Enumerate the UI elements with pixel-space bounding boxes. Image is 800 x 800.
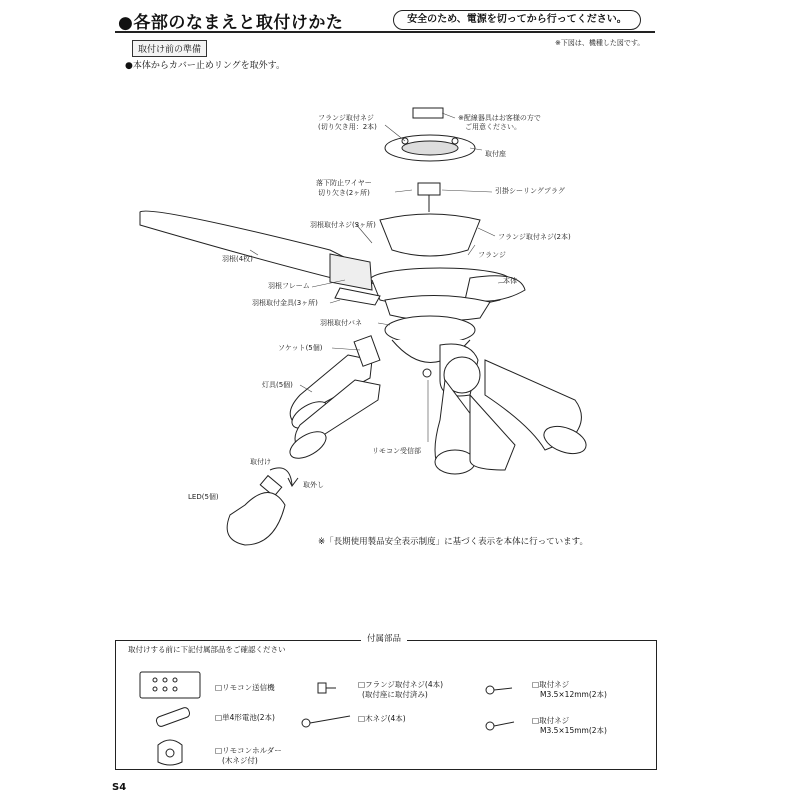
- label-attach: 取付け: [250, 458, 271, 466]
- acc-item-remote: □リモコン送信機: [215, 683, 275, 692]
- label-body: 本体: [503, 277, 517, 285]
- mount-screw-15-icon: [486, 722, 514, 730]
- label-blade: 羽根(4枚): [222, 255, 253, 263]
- acc-item-screw-15: □取付ネジ: [532, 716, 570, 725]
- label-flange-mount-screw: フランジ取付ネジ(2本): [498, 233, 571, 241]
- label-safety-wire-sub: 切り欠き(2ヶ所): [318, 189, 370, 197]
- label-wiring-note-2: ご用意ください。: [465, 123, 521, 131]
- label-led: LED(5個): [188, 493, 219, 501]
- diagram-note: ※下図は、機種した図です。: [555, 39, 645, 47]
- battery-icon: [155, 706, 190, 727]
- acc-item-screw-15-sub: M3.5×15mm(2本): [540, 726, 607, 735]
- label-shade: 灯具(5個): [262, 381, 293, 389]
- label-wiring-note: ※配線器具はお客様の方で: [458, 114, 541, 122]
- mount-screw-12-icon: [486, 686, 512, 694]
- acc-item-screw-12-sub: M3.5×12mm(2本): [540, 690, 607, 699]
- acc-item-flange-screw-sub: (取付座に取付済み): [362, 690, 428, 699]
- label-blade-mount-screw: 羽根取付ネジ(3ヶ所): [310, 221, 376, 229]
- label-mount-base: 取付座: [485, 150, 506, 158]
- long-use-notice: ※「長期使用製品安全表示制度」に基づく表示を本体に行っています。: [318, 537, 588, 547]
- prep-instruction: ●本体からカバー止めリングを取外す。: [125, 61, 285, 71]
- remote-holder-icon: [158, 740, 182, 765]
- acc-item-screw-12: □取付ネジ: [532, 680, 570, 689]
- acc-item-flange-screw: □フランジ取付ネジ(4本): [358, 680, 444, 689]
- acc-item-battery: □単4形電池(2本): [215, 713, 275, 722]
- label-flange-screw: フランジ取付ネジ: [318, 114, 374, 122]
- label-blade-bracket: 羽根取付金具(3ヶ所): [252, 299, 318, 307]
- wood-screw-icon: [302, 716, 350, 727]
- label-socket: ソケット(5個): [278, 344, 323, 352]
- page-number: S4: [112, 782, 127, 793]
- safety-notice: 安全のため、電源を切ってから行ってください。: [393, 10, 641, 30]
- prep-heading: 取付け前の準備: [132, 40, 207, 57]
- acc-item-holder-sub: (木ネジ付): [222, 756, 258, 765]
- label-flange-screw-sub: (切り欠き用：2本): [318, 123, 377, 131]
- acc-item-holder: □リモコンホルダー: [215, 746, 282, 755]
- label-detach: 取外し: [303, 481, 324, 489]
- acc-item-wood-screw: □木ネジ(4本): [358, 714, 406, 723]
- label-blade-spring: 羽根取付バネ: [320, 319, 362, 327]
- flange-screw-icon: [318, 683, 336, 693]
- label-safety-wire: 落下防止ワイヤー: [316, 179, 372, 187]
- remote-control-icon: [140, 672, 200, 698]
- page-title: ●各部のなまえと取付けかた: [118, 13, 344, 33]
- label-blade-frame: 羽根フレーム: [268, 282, 310, 290]
- accessories-note: 取付けする前に下記付属部品をご確認ください: [128, 645, 286, 654]
- label-ceiling-plug: 引掛シーリングプラグ: [495, 187, 565, 195]
- label-remote-receiver: リモコン受信部: [372, 447, 421, 455]
- label-flange: フランジ: [478, 251, 506, 259]
- accessories-title: 付属部品: [361, 632, 407, 644]
